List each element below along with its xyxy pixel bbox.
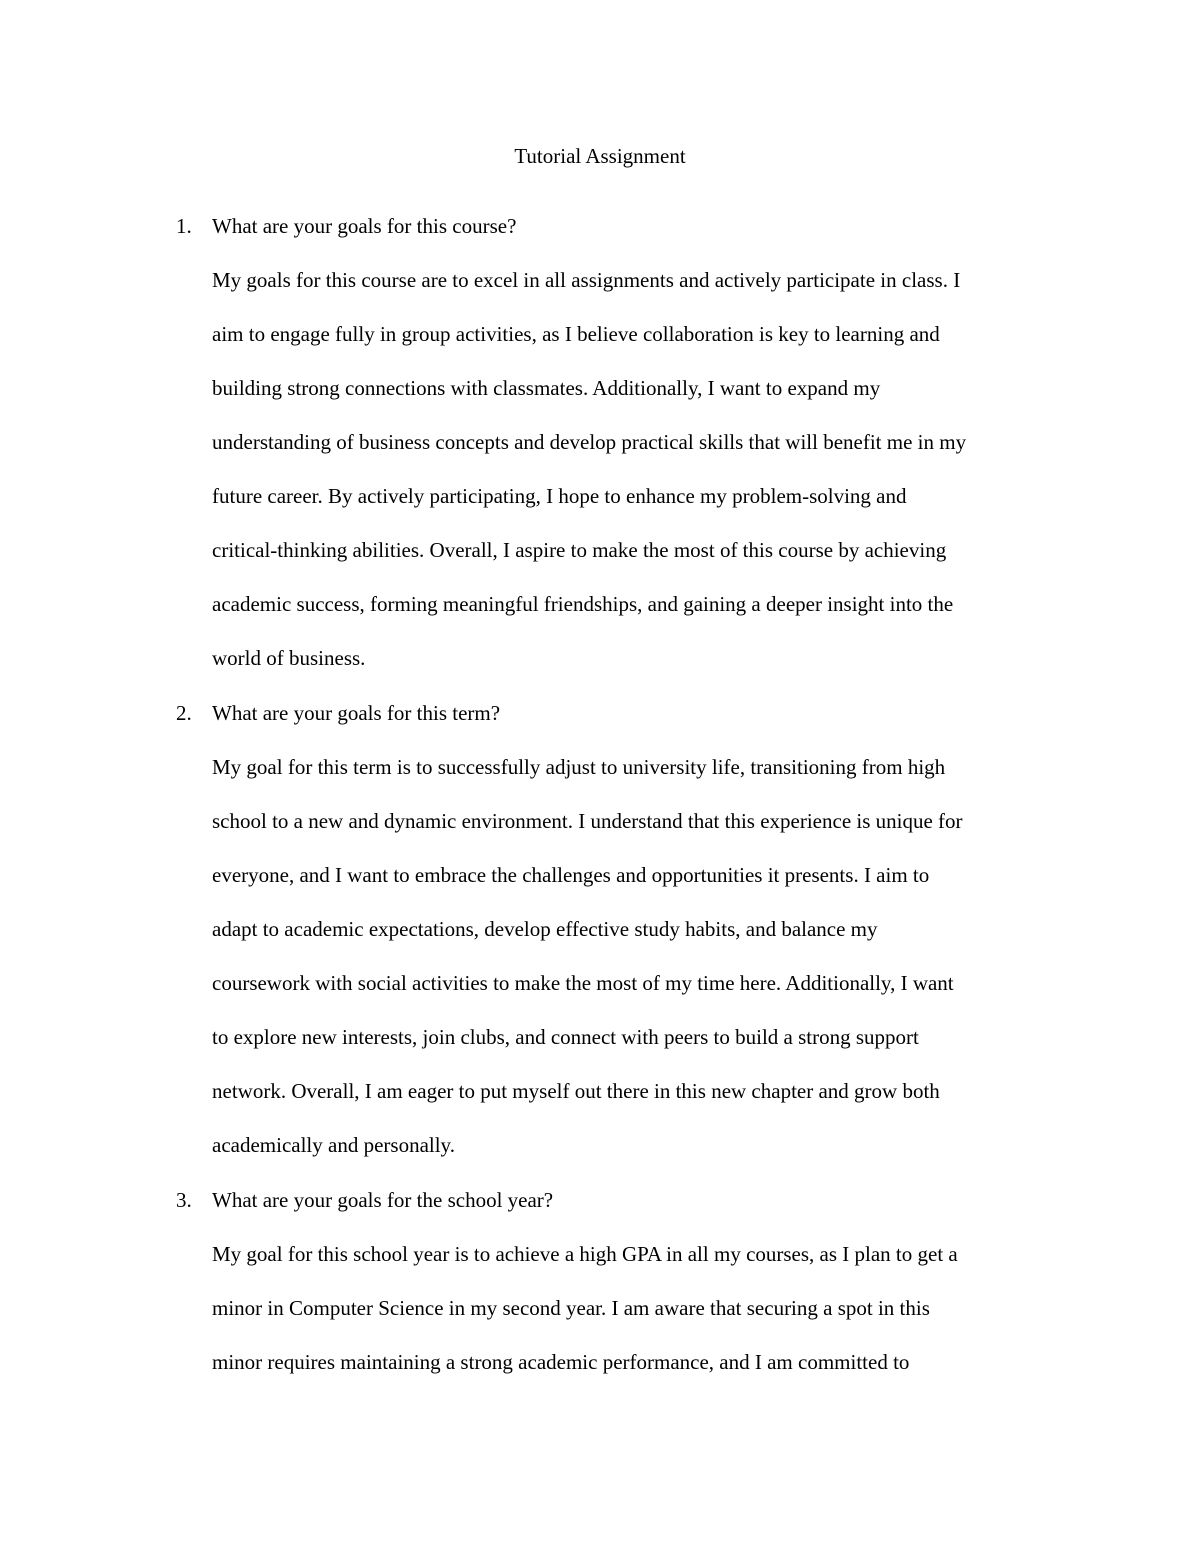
answer-3-line-2: minor in Computer Science in my second year. I am aware that securing a spot in this xyxy=(212,1296,930,1320)
answer-2-line-5: coursework with social activities to make the most of my time here. Additionally, I want xyxy=(212,971,954,995)
question-1-text: What are your goals for this course? xyxy=(212,214,517,238)
answer-2-line-4: adapt to academic expectations, develop effective study habits, and balance my xyxy=(212,917,878,941)
document-title: Tutorial Assignment xyxy=(514,144,686,168)
answer-2-line-6: to explore new interests, join clubs, and connect with peers to build a strong support xyxy=(212,1025,919,1049)
answer-1-line-4: understanding of business concepts and develop practical skills that will benefit me in my xyxy=(212,430,967,454)
answer-1-line-2: aim to engage fully in group activities, as I believe collaboration is key to learning and xyxy=(212,322,940,346)
answer-1-line-6: critical-thinking abilities. Overall, I aspire to make the most of this course by achieving xyxy=(212,538,947,562)
answer-2-line-3: everyone, and I want to embrace the challenges and opportunities it presents. I aim to xyxy=(212,863,930,887)
answer-2-line-8: academically and personally. xyxy=(212,1133,455,1157)
answer-1-line-1: My goals for this course are to excel in all assignments and actively participate in class. I xyxy=(212,268,961,292)
answer-1-line-3: building strong connections with classmates. Additionally, I want to expand my xyxy=(212,376,881,400)
question-2-text: What are your goals for this term? xyxy=(212,701,501,725)
answer-2-line-2: school to a new and dynamic environment. I understand that this experience is unique for xyxy=(212,809,963,833)
answer-3-line-1: My goal for this school year is to achieve a high GPA in all my courses, as I plan to get a xyxy=(212,1242,958,1266)
answer-1-line-8: world of business. xyxy=(212,646,366,670)
question-3-text: What are your goals for the school year? xyxy=(212,1188,554,1212)
answer-3-line-3: minor requires maintaining a strong academic performance, and I am committed to xyxy=(212,1350,910,1374)
answer-1-line-5: future career. By actively participating, I hope to enhance my problem-solving and xyxy=(212,484,907,508)
answer-2-line-1: My goal for this term is to successfully adjust to university life, transitioning from high xyxy=(212,755,946,779)
question-1-number: 1. xyxy=(176,214,192,238)
answer-1-line-7: academic success, forming meaningful friendships, and gaining a deeper insight into the xyxy=(212,592,954,616)
question-3-number: 3. xyxy=(176,1188,192,1212)
question-2-number: 2. xyxy=(176,701,192,725)
answer-2-line-7: network. Overall, I am eager to put myself out there in this new chapter and grow both xyxy=(212,1079,940,1103)
